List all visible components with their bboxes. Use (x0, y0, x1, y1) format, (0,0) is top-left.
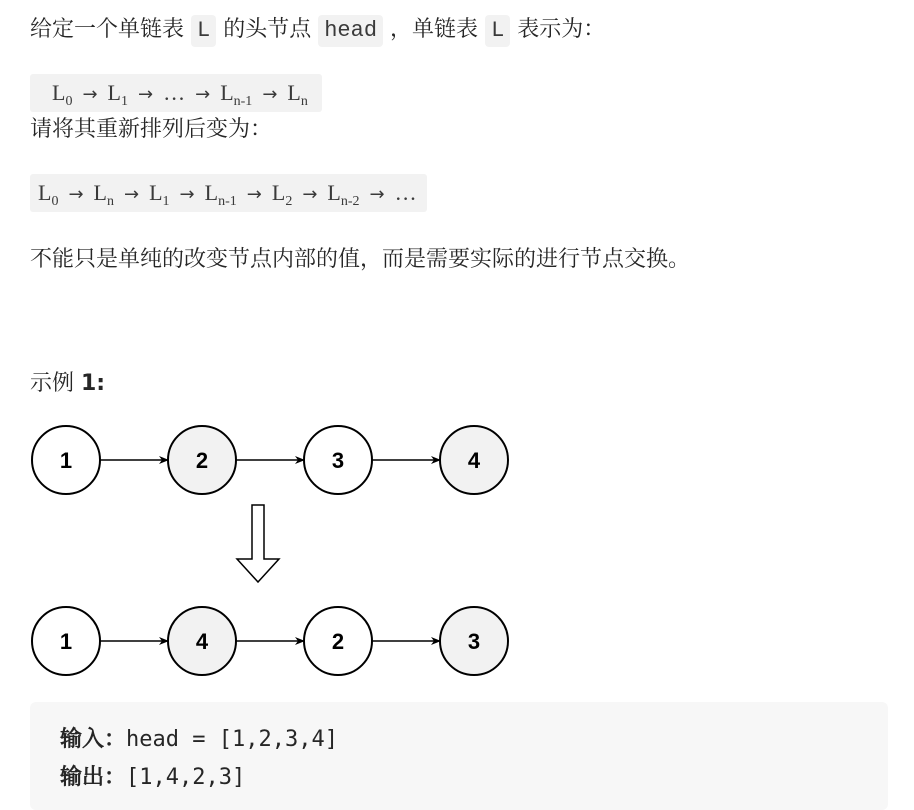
output-value: [1,4,2,3] (126, 765, 246, 790)
sequence2-arrow: → (124, 184, 140, 205)
sequence2-term: $L_0$ (38, 180, 59, 209)
sequence1-arrow: → (82, 84, 98, 105)
example-io-box (30, 702, 888, 810)
output-line (60, 762, 245, 794)
sequence2-term: $L_{n-2}$ (327, 180, 360, 209)
before-row (32, 426, 508, 494)
sequence1-term: $L_1$ (107, 80, 128, 109)
sequence2-arrow: → (246, 184, 262, 205)
input-label: 输入： (60, 727, 127, 752)
sequence2-term: $L_{n-1}$ (204, 180, 237, 209)
example-title (30, 366, 105, 397)
sequence2-arrow: → (302, 184, 318, 205)
after-node-label: 3 (467, 629, 481, 654)
sequence1-term: $L_{n-1}$ (220, 80, 253, 109)
transform-arrow-icon (237, 505, 279, 582)
sequence2-arrow: → (179, 184, 195, 205)
sequence2-term: $L_n$ (93, 180, 114, 209)
after-node-label: 4 (195, 629, 209, 654)
code-head: head (318, 15, 383, 47)
output-label: 输出： (60, 765, 127, 790)
code-list-name: L (191, 15, 216, 47)
before-node-label: 4 (467, 448, 481, 473)
sequence2-term: … (394, 180, 417, 205)
sequence1-term: … (163, 80, 186, 105)
sequence2-arrow: → (369, 184, 385, 205)
before-node-label: 2 (195, 448, 209, 473)
after-node-label: 2 (331, 629, 345, 654)
sequence1-term: $L_n$ (287, 80, 308, 109)
example-label: 示例 (30, 371, 81, 396)
after-row (32, 607, 508, 675)
intro-text-3: ，单链表 (390, 17, 479, 42)
code-list-name-2: L (485, 15, 510, 47)
after-node-label: 1 (59, 629, 73, 654)
reorder-text: 请将其重新排列后变为： (30, 117, 273, 142)
input-line (60, 724, 338, 756)
input-value: head = [1,2,3,4] (126, 727, 338, 752)
sequence1-arrow: → (138, 84, 154, 105)
intro-text-4: 表示为： (517, 17, 606, 42)
linked-list-diagram (0, 410, 914, 690)
sequence1-arrow: → (262, 84, 278, 105)
sequence1-term: $L_0$ (52, 80, 73, 109)
intro-line (30, 14, 605, 47)
intro-text-2: 的头节点 (223, 17, 312, 42)
before-node-label: 3 (331, 448, 345, 473)
sequence2-arrow: → (68, 184, 84, 205)
note-text: 不能只是单纯的改变节点内部的值，而是需要实际的进行节点交换。 (30, 247, 691, 272)
sequence2-term: $L_2$ (271, 180, 293, 209)
sequence2-term: $L_1$ (149, 180, 170, 209)
example-number: 1: (81, 371, 106, 396)
original-sequence (30, 74, 322, 112)
intro-text-1: 给定一个单链表 (30, 17, 185, 42)
before-node-label: 1 (59, 448, 73, 473)
sequence1-arrow: → (195, 84, 211, 105)
reordered-sequence (30, 174, 427, 212)
